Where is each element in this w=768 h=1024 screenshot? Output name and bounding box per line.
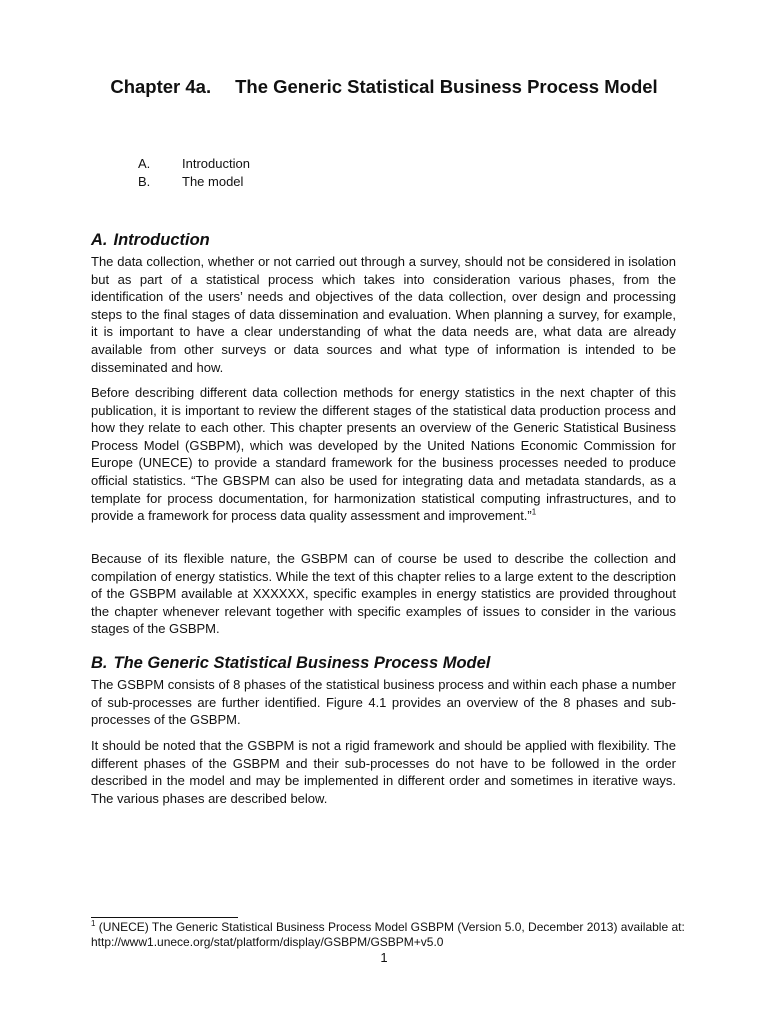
footnote-divider (91, 917, 238, 918)
section-a-letter: A. (91, 231, 108, 249)
section-b-heading (91, 653, 490, 673)
section-b-paragraph-1: The GSBPM consists of 8 phases of the statistical business process and within each phase a number of sub-processes are further identified. Figure 4.1 provides an overview of the 8 phases and sub-processes of the GSBPM. (91, 677, 676, 728)
section-b-title: The Generic Statistical Business Process Model (113, 654, 491, 672)
chapter-name: The Generic Statistical Business Process Model (235, 76, 658, 97)
chapter-title (92, 76, 676, 98)
section-a-paragraph-2 (91, 384, 676, 525)
table-of-contents (138, 155, 250, 190)
toc-item-label: Introduction (182, 156, 250, 171)
section-a-paragraph-3: Because of its flexible nature, the GSBPM can of course be used to describe the collection and compilation of energy statistics. While the text of this chapter relies to a large extent to the description of the GSBPM available at XXXXXX, specific examples in energy statistics are provided throughout the chapter whenever relevant together with specific examples of issues to consider in the various stages of the GSBPM. (91, 551, 676, 637)
toc-item (138, 173, 250, 191)
section-b-paragraph-2: It should be noted that the GSBPM is not a rigid framework and should be applied with flexibility. The different phases of the GSBPM and their sub-processes do not have to be followed in the order described in the model and may be implemented in different order and sometimes in iterative ways. The various phases are described below. (91, 738, 676, 806)
footnote-marker: 1 (91, 919, 96, 928)
footnote-reference: 1 (531, 507, 537, 517)
footnote-text: (UNECE) The Generic Statistical Business Process Model GSBPM (Version 5.0, December 2013) available at: http://www1.unece.org/stat/platform/display/GSBPM/GSBPM+v5.0 (91, 920, 685, 949)
toc-item (138, 155, 250, 173)
paragraph-text: Before describing different data collection methods for energy statistics in the next chapter of this publication, it is important to review the different stages of the statistical data production process and how they relate to each other. This chapter presents an overview of the Generic Statistical Business Process Model (GSBPM), which was developed by the United Nations Economic Commission for Europe (UNECE) to provide a standard framework for the business processes needed to produce official statistics. “The GBSPM can also be used for integrating data and metadata standards, as a template for process documentation, for harmonization statistical computing infrastructures, and to provide a framework for process data quality assessment and improvement.” (91, 385, 676, 524)
page-number: 1 (380, 950, 388, 965)
section-a-title: Introduction (113, 231, 210, 249)
section-b-letter: B. (91, 654, 108, 672)
toc-item-letter: B. (138, 173, 151, 189)
chapter-number: Chapter 4a. (110, 76, 212, 97)
footnote (91, 920, 691, 950)
toc-item-label: The model (182, 173, 244, 189)
section-a-heading (91, 230, 210, 250)
toc-item-letter: A. (138, 156, 151, 171)
section-a-paragraph-1: The data collection, whether or not carried out through a survey, should not be considered in isolation but as part of a statistical process which takes into consideration various phases, from the identification of the users’ needs and objectives of the data collection, over design and processing steps to the final stages of data dissemination and evaluation. When planning a survey, for example, it is important to have a clear understanding of what the data needs are, what data are already available from other surveys or data sources and what type of information is intended to be disseminated and how. (91, 254, 676, 375)
